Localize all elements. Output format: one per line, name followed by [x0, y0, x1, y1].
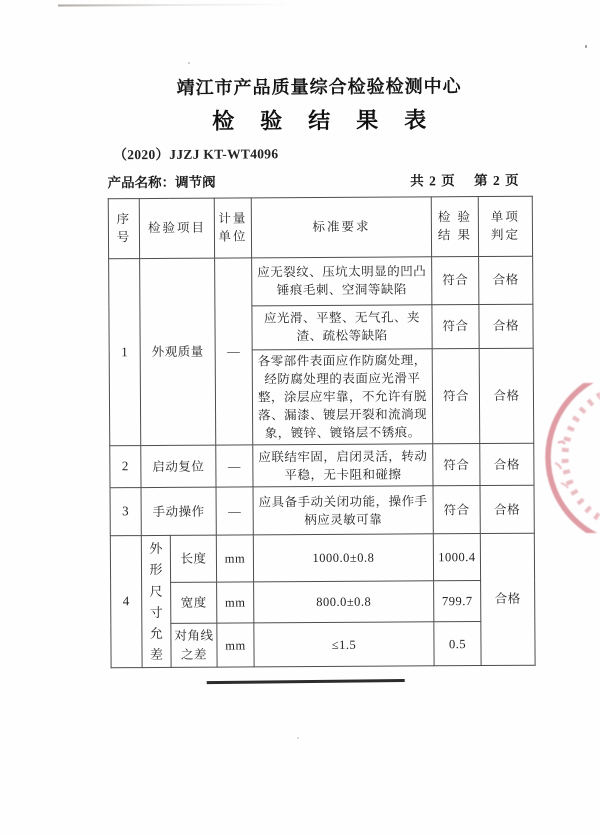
- cell-unit: mm: [217, 581, 254, 623]
- end-separator-line: [207, 679, 405, 684]
- page-current: 第 2 页: [474, 172, 520, 188]
- table-row: [110, 444, 534, 489]
- cell-seq: 3: [110, 488, 141, 536]
- scan-speck: [297, 737, 299, 739]
- cell-standard: ≤1.5: [254, 622, 434, 666]
- vertical-item-text: 外形尺寸允差: [149, 541, 164, 662]
- col-header-result-line2: 结 果: [437, 228, 473, 243]
- cell-result: 799.7: [434, 580, 481, 622]
- table-header-row: [108, 196, 532, 259]
- cell-unit: mm: [216, 535, 253, 581]
- table-row: [110, 486, 534, 537]
- cell-judgment: 合格: [480, 534, 535, 666]
- report-number: （2020）JJZJ KT-WT4096: [113, 146, 279, 163]
- col-header-unit: [214, 198, 251, 258]
- cell-standard: 应联结牢固，启闭灵活，转动平稳，无卡阻和碰擦: [253, 444, 433, 487]
- table-row: [111, 580, 535, 625]
- cell-result: 符合: [432, 348, 480, 444]
- cell-item-vertical: [141, 536, 171, 667]
- cell-unit: mm: [217, 623, 254, 666]
- cell-seq: 1: [109, 258, 141, 446]
- cell-result: 符合: [433, 486, 480, 534]
- cell-result: 符合: [432, 256, 479, 304]
- product-name: 产品名称：调节阀: [107, 174, 216, 191]
- col-header-standard: 标准要求: [251, 197, 431, 258]
- cell-result: 符合: [432, 304, 479, 348]
- table-row: [110, 534, 534, 583]
- cell-judgment: 合格: [480, 444, 534, 486]
- cell-standard: 各零部件表面应作防腐处理，经防腐处理的表面应光滑平整，涂层应牢靠，不允许有脱落、漏漆、镀层开裂和流淌现象，镀锌、镀铬层不锈痕。: [252, 349, 433, 446]
- scan-speck: [188, 62, 190, 64]
- cell-standard: 800.0±0.8: [254, 580, 434, 623]
- col-header-unit-line1: 计量: [218, 210, 248, 226]
- cell-standard: 应具备手动关闭功能，操作手柄应灵敏可靠: [253, 486, 433, 535]
- cell-subitem: 长度: [170, 536, 216, 582]
- table-row: [111, 622, 535, 668]
- col-header-judgment: [478, 196, 532, 256]
- product-info-row: [108, 168, 532, 191]
- cell-standard: 1000.0±0.8: [253, 534, 433, 581]
- cell-unit: —: [215, 258, 253, 446]
- col-header-unit-line2: 单位: [218, 229, 248, 244]
- col-header-seq: 序号: [108, 198, 139, 258]
- cell-standard: 应无裂纹、压坑太明显的凹凸锤痕毛刺、空洞等缺陷: [252, 257, 432, 306]
- table-row: [109, 256, 533, 307]
- cell-subitem: 宽度: [171, 582, 217, 624]
- cell-judgment: 合格: [480, 486, 534, 534]
- cell-unit: —: [216, 445, 253, 487]
- cell-subitem: 对角线之差: [171, 624, 217, 668]
- document-title: 检验结果表: [212, 107, 453, 135]
- col-header-result-line1: 检 验: [437, 209, 472, 224]
- cell-item: 手动操作: [141, 488, 216, 536]
- cell-standard: 应光滑、平整、无气孔、夹渣、疏松等缺陷: [252, 305, 432, 350]
- cell-result: 符合: [433, 444, 480, 486]
- cell-result: 0.5: [434, 622, 481, 666]
- col-header-result: [431, 196, 478, 256]
- cell-judgment: 合格: [479, 256, 533, 304]
- page-info: [396, 168, 531, 189]
- organization-title: 靖江市产品质量综合检验检测中心: [176, 76, 462, 98]
- cell-unit: —: [216, 487, 253, 535]
- scan-artifact-line: [58, 4, 286, 7]
- pages-total: 共 2 页: [410, 172, 456, 189]
- col-header-judgment-line2: 判定: [490, 228, 521, 243]
- cell-item: 启动复位: [141, 446, 216, 488]
- col-header-judgment-line1: 单项: [490, 209, 520, 224]
- scan-speck: [585, 45, 587, 48]
- cell-item: 外观质量: [140, 258, 216, 446]
- cell-seq: 4: [110, 536, 142, 667]
- cell-seq: 2: [110, 446, 141, 488]
- document-body: [107, 75, 535, 684]
- red-seal-stamp-icon: [528, 383, 600, 533]
- cell-result: 1000.4: [433, 534, 480, 580]
- cell-judgment: 合格: [479, 304, 533, 348]
- col-header-item: 检验项目: [139, 198, 214, 258]
- inspection-results-table: [108, 195, 536, 667]
- cell-judgment: 合格: [479, 348, 534, 444]
